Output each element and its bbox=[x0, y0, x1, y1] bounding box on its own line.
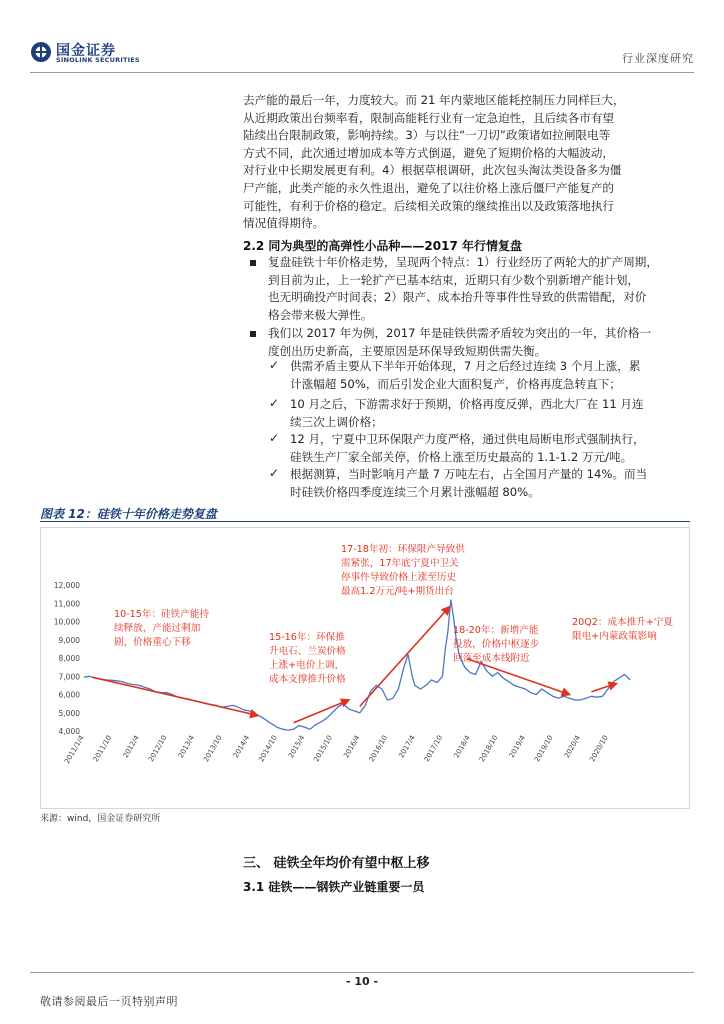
checkmark-icon: ✓ bbox=[269, 466, 280, 480]
check-line: 续三次上调价格； bbox=[290, 414, 383, 429]
x-tick-label: 2011/10 bbox=[91, 734, 114, 764]
logo-en-text: SINOLINK SECURITIES bbox=[56, 56, 140, 64]
bullet-line: 格会带来极大弹性。 bbox=[268, 307, 373, 322]
chart-annotation: 15-16年：环保推 bbox=[269, 632, 345, 643]
footer-disclaimer: 敬请参阅最后一页特别声明 bbox=[40, 995, 178, 1008]
x-tick-label: 2013/4 bbox=[176, 734, 197, 760]
checkmark-icon: ✓ bbox=[269, 431, 280, 445]
section-heading: 三、 硅铁全年均价有望中枢上移 bbox=[243, 856, 430, 871]
chart-annotation: 10-15年：硅铁产能持 bbox=[114, 609, 210, 620]
bullet-paragraph bbox=[268, 325, 688, 360]
trend-arrow bbox=[294, 700, 349, 723]
page-number: - 10 - bbox=[345, 975, 379, 988]
section-title: 2.2 同为典型的高弹性小品种——2017 年行情复盘 bbox=[243, 239, 523, 253]
chart-annotation: 限电+内蒙政策影响 bbox=[572, 631, 657, 642]
price-chart bbox=[40, 527, 690, 809]
intro-line: 对行业中长期发展更有利。4）根据草根调研，此次包头淘汰类设备多为僵 bbox=[243, 163, 622, 178]
subsection-heading: 3.1 硅铁——钢铁产业链重要一员 bbox=[243, 880, 425, 894]
figure-title bbox=[40, 503, 690, 522]
chart-annotation: 升电石、兰炭价格 bbox=[269, 646, 346, 657]
x-tick-label: 2020/4 bbox=[562, 734, 583, 760]
bullet-line: 也无明确投产时间表；2）限产、成本抬升等事件性导致的供需错配，对价 bbox=[268, 290, 647, 305]
chart-annotation: 20Q2：成本推升+宁夏 bbox=[572, 617, 674, 628]
trend-arrow bbox=[360, 607, 450, 706]
intro-line: 尸产能，此类产能的永久性退出，避免了以往价格上涨后僵尸产能复产的 bbox=[243, 180, 615, 195]
chart-annotation: 17-18年初：环保限产导致供 bbox=[341, 544, 465, 555]
intro-line: 可能性，有利于价格的稳定。后续相关政策的继续推出以及政策落地执行 bbox=[243, 198, 615, 213]
y-tick-label: 6,000 bbox=[58, 690, 80, 700]
chart-annotation: 最高1.2万元/吨+期货出台 bbox=[341, 586, 454, 597]
x-tick-label: 2012/10 bbox=[146, 734, 169, 764]
intro-paragraph bbox=[243, 92, 688, 233]
y-tick-label: 5,000 bbox=[58, 708, 80, 718]
checkmark-icon: ✓ bbox=[269, 396, 280, 410]
intro-line: 陆续出台限制政策，影响持续。3）与以往“一刀切”政策诸如拉闸限电等 bbox=[243, 128, 611, 143]
x-tick-label: 2017/4 bbox=[397, 734, 417, 760]
check-line: 供需矛盾主要从下半年开始体现，7 月之后经过连续 3 个月上涨，累 bbox=[290, 359, 641, 373]
chart-annotation: 18-20年：新增产能 bbox=[453, 625, 539, 636]
chart-annotation: 回落至成本线附近 bbox=[453, 653, 530, 664]
trend-arrow bbox=[591, 684, 616, 692]
y-tick-label: 8,000 bbox=[58, 654, 80, 663]
page-header bbox=[30, 38, 694, 73]
chart-annotation: 成本支撑推升价格 bbox=[269, 674, 346, 685]
chart-annotation: 上涨+电价上调， bbox=[269, 660, 345, 671]
y-tick-label: 10,000 bbox=[53, 617, 80, 627]
check-item bbox=[290, 431, 688, 466]
company-logo bbox=[30, 38, 170, 68]
y-tick-label: 12,000 bbox=[53, 581, 80, 590]
intro-line: 情况值得期待。 bbox=[243, 216, 325, 231]
check-line: 时硅铁价格四季度连续三个月累计涨幅超 80%。 bbox=[290, 484, 540, 499]
chart-annotation: 投放，价格中枢逐步 bbox=[453, 639, 540, 650]
check-line: 10 月之后，下游需求好于预期，价格再度反弹，西北大厂在 11 月连 bbox=[290, 397, 644, 411]
x-tick-label: 2016/4 bbox=[342, 734, 362, 760]
intro-line: 去产能的最后一年，力度较大。而 21 年内蒙地区能耗控制压力同样巨大， bbox=[243, 93, 625, 107]
chart-annotation: 剧，价格重心下移 bbox=[114, 637, 191, 648]
check-line: 根据测算，当时影响月产量 7 万吨左右，占全国月产量的 14%。而当 bbox=[290, 467, 648, 481]
bullet-line: 度创出历史新高，主要原因是环保导致短期供需失衡。 bbox=[268, 343, 547, 358]
x-tick-label: 2015/4 bbox=[287, 734, 307, 760]
chart-annotation: 需紧张，17年底宁夏中卫关 bbox=[341, 558, 459, 569]
footer-divider bbox=[30, 972, 694, 973]
x-tick-label: 2020/10 bbox=[588, 734, 610, 764]
trend-arrow bbox=[467, 659, 569, 695]
checkmark-icon: ✓ bbox=[269, 358, 280, 372]
check-item bbox=[290, 396, 688, 431]
x-tick-label: 2013/10 bbox=[202, 734, 224, 764]
sinolink-logo-icon bbox=[30, 41, 52, 63]
square-bullet-icon bbox=[250, 331, 256, 337]
check-line: 硅铁生产厂家全部关停，价格上涨至历史最高的 1.1-1.2 万元/吨。 bbox=[290, 449, 633, 464]
x-tick-label: 2011/1/4 bbox=[63, 734, 86, 766]
trend-arrow bbox=[92, 677, 257, 715]
x-tick-label: 2016/10 bbox=[367, 734, 390, 764]
y-tick-label: 4,000 bbox=[58, 727, 80, 736]
bullet-paragraph bbox=[268, 254, 688, 324]
intro-line: 方式不同，此次通过增加成本等方式倒逼，避免了短期价格的大幅波动， bbox=[243, 145, 615, 160]
figure-title-text: 图表 12：硅铁十年价格走势复盘 bbox=[40, 507, 217, 521]
x-tick-label: 2014/10 bbox=[257, 734, 279, 764]
x-tick-label: 2012/4 bbox=[121, 734, 141, 760]
square-bullet-icon bbox=[250, 260, 256, 266]
y-tick-label: 11,000 bbox=[53, 599, 80, 609]
x-tick-label: 2019/4 bbox=[507, 734, 527, 760]
check-line: 计涨幅超 50%，而后引发企业大面积复产，价格再度急转直下； bbox=[290, 376, 621, 391]
figure-source: 来源：wind，国金证券研究所 bbox=[40, 814, 161, 824]
check-item bbox=[290, 466, 688, 501]
x-tick-label: 2017/10 bbox=[422, 734, 445, 764]
check-line: 12 月，宁夏中卫环保限产力度严格，通过供电局断电形式强制执行， bbox=[290, 432, 645, 446]
check-item bbox=[290, 358, 688, 393]
intro-line: 从近期政策出台频率看，限制高能耗行业有一定急迫性，且后续各市有望 bbox=[243, 110, 615, 125]
chart-annotation: 续释放，产能过剩加 bbox=[114, 623, 201, 634]
report-category: 行业深度研究 bbox=[622, 52, 694, 65]
chart-annotation: 停事件导致价格上涨至历史 bbox=[341, 572, 457, 583]
bullet-line: 复盘硅铁十年价格走势，呈现两个特点：1）行业经历了两轮大的扩产周期， bbox=[268, 255, 658, 269]
chart-frame bbox=[41, 528, 690, 809]
x-tick-label: 2015/10 bbox=[312, 734, 334, 764]
x-tick-label: 2018/4 bbox=[452, 734, 472, 760]
x-tick-label: 2014/4 bbox=[231, 734, 252, 760]
y-tick-label: 7,000 bbox=[58, 672, 80, 682]
bullet-line: 我们以 2017 年为例，2017 年是硅铁供需矛盾较为突出的一年，其价格一 bbox=[268, 326, 652, 340]
bullet-line: 到目前为止，上一轮扩产已基本结束，近期只有少数个别新增产能计划， bbox=[268, 272, 640, 287]
y-tick-label: 9,000 bbox=[58, 635, 80, 645]
x-tick-label: 2018/10 bbox=[477, 734, 500, 764]
logo-cn-text: 国金证券 bbox=[56, 43, 116, 59]
x-tick-label: 2019/10 bbox=[533, 734, 555, 764]
